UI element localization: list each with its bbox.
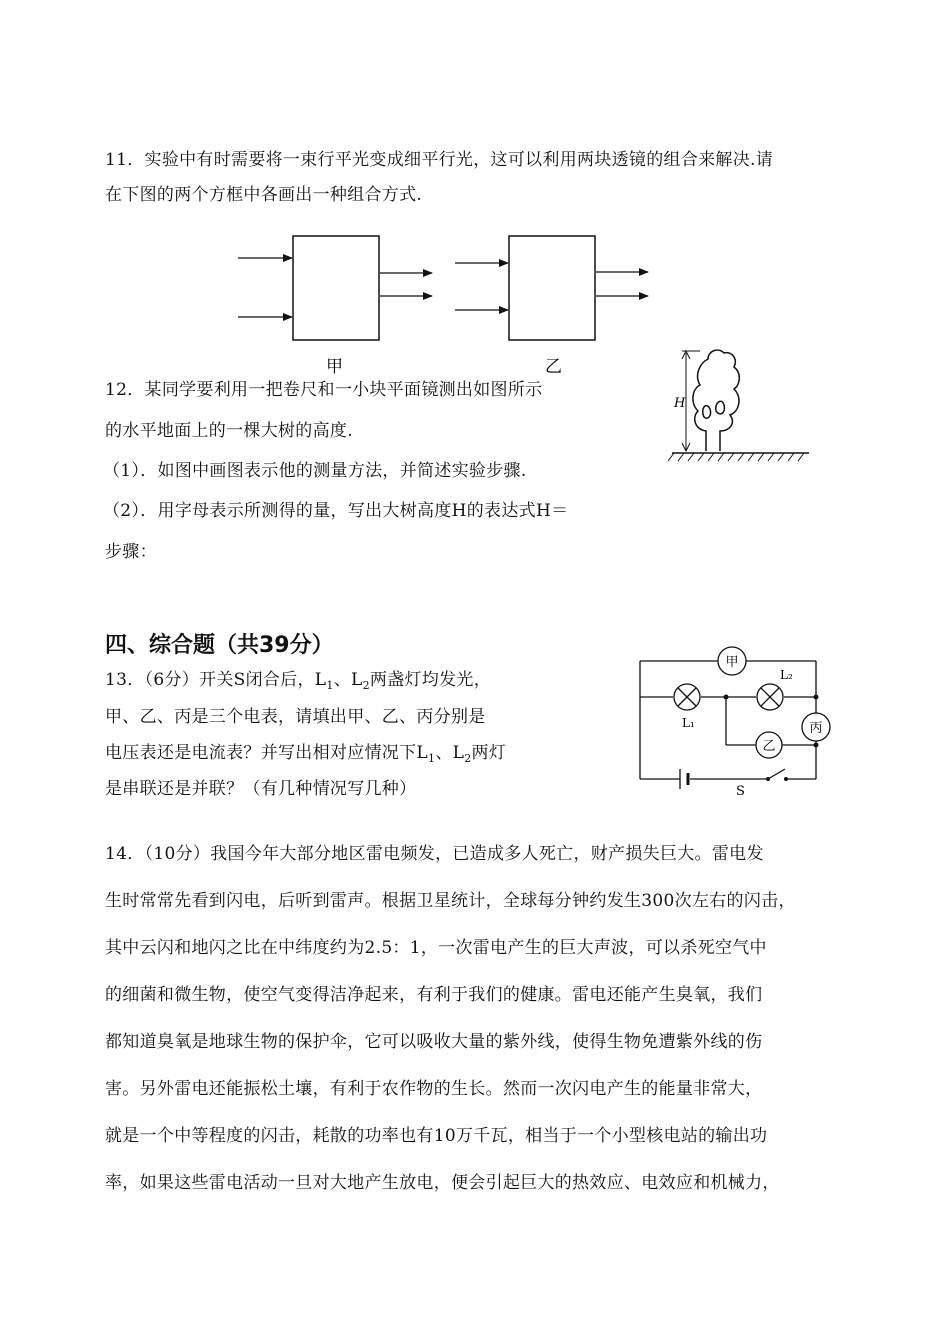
switch-label: S — [736, 784, 745, 799]
svg-text:甲: 甲 — [725, 655, 739, 670]
q14-line: 其中云闪和地闪之比在中纬度约为2.5：1，一次雷电产生的巨大声波，可以杀死空气中 — [105, 938, 767, 958]
q13-line-3: 电压表还是电流表？并写出相对应情况下$L_1$、$L_2$两灯 — [105, 743, 507, 765]
q12-line-2: 的水平地面上的一棵大树的高度. — [105, 421, 353, 441]
section-4-title: 四、综合题（共39分） — [105, 633, 334, 658]
lens-box-b[interactable] — [509, 236, 595, 340]
q14-line: 率，如果这些雷电活动一旦对大地产生放电，便会引起巨大的热效应、电效应和机械力， — [105, 1173, 780, 1193]
q14-line: 生时常常先看到闪电，后听到雷声。根据卫星统计，全球每分钟约发生300次左右的闪击， — [105, 891, 796, 911]
meter-b — [756, 732, 782, 758]
q11-line-2: 在下图的两个方框中各画出一种组合方式. — [105, 185, 423, 205]
q13-line-4: 是串联还是并联？（有几种情况写几种） — [105, 779, 417, 799]
q11-line-1: 11．实验中有时需要将一束行平光变成细平行光，这可以利用两块透镜的组合来解决.请 — [105, 150, 774, 170]
q14-line: 的细菌和微生物，使空气变得洁净起来，有利于我们的健康。雷电还能产生臭氧，我们 — [105, 985, 763, 1005]
svg-text:L₂: L₂ — [780, 668, 793, 682]
q12-line-1: 12．某同学要利用一把卷尺和一小块平面镜测出如图所示 — [105, 380, 543, 400]
box-b-label: 乙 — [545, 357, 562, 377]
box-a-label: 甲 — [326, 357, 343, 377]
q13-line-1: 13．（6分）开关S闭合后，$L_1$、$L_2$两盏灯均发光， — [105, 670, 492, 692]
q14-line: 害。另外雷电还能振松土壤，有利于农作物的生长。然而一次闪电产生的能量非常大， — [105, 1079, 763, 1099]
meter-c — [802, 713, 830, 741]
meter-a — [718, 647, 746, 675]
q12-line-4: （2）．用字母表示所测得的量，写出大树高度H的表达式H＝ — [103, 501, 569, 521]
tree-diagram — [664, 345, 824, 465]
q14-line: 都知道臭氧是地球生物的保护伞，它可以吸收大量的紫外线，使得生物免遭紫外线的伤 — [105, 1032, 763, 1052]
svg-text:L₁: L₁ — [682, 716, 695, 730]
lamp-l2 — [757, 668, 793, 710]
q14-line: 就是一个中等程度的闪击，耗散的功率也有10万千瓦，相当于一个小型核电站的输出功 — [105, 1126, 768, 1146]
q12-line-3: （1）．如图中画图表示他的测量方法，并简述实验步骤. — [103, 461, 527, 481]
tree-icon — [693, 350, 739, 451]
svg-text:乙: 乙 — [762, 739, 776, 754]
tree-height-label: H — [674, 396, 686, 411]
lens-box-a[interactable] — [293, 236, 379, 340]
lamp-l1 — [674, 684, 700, 730]
q12-line-5: 步骤： — [105, 542, 157, 562]
q14-line: 14．（10分）我国今年大部分地区雷电频发，已造成多人死亡，财产损失巨大。雷电发 — [105, 844, 764, 864]
q13-line-2: 甲、乙、丙是三个电表，请填出甲、乙、丙分别是 — [105, 707, 486, 727]
circuit-diagram — [630, 645, 850, 805]
svg-text:丙: 丙 — [809, 721, 823, 736]
